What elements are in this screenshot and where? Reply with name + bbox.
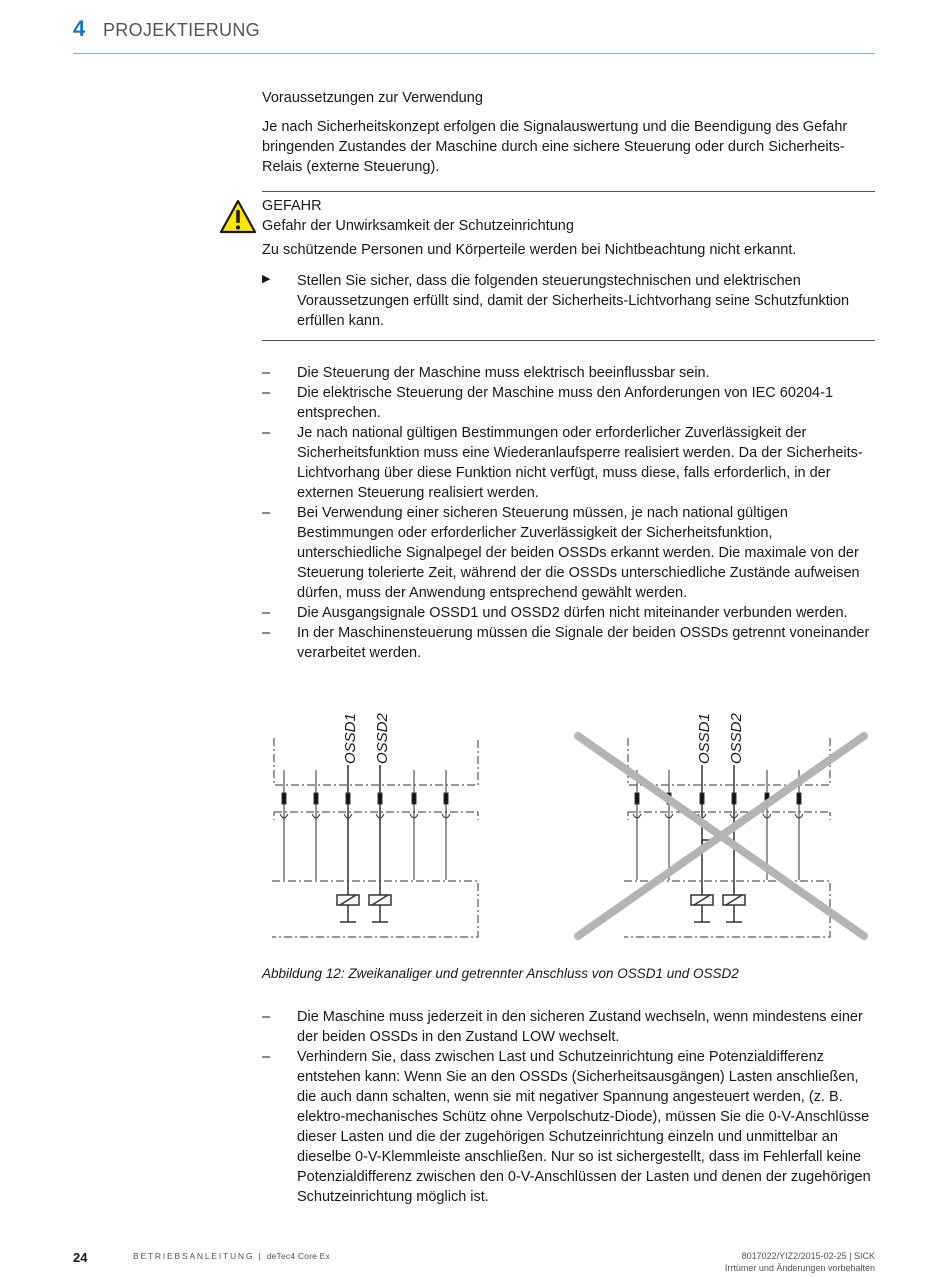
- chapter-number: 4: [73, 16, 86, 41]
- list-item-text: Die elektrische Steuerung der Maschine muss den Anforderungen von IEC 60204-1 entsprechen.: [297, 385, 834, 421]
- footer-separator: |: [258, 1251, 263, 1261]
- ossd-wiring-figure: [262, 700, 882, 950]
- dash-marker: –: [262, 385, 271, 401]
- warning-subtitle: Gefahr der Unwirksamkeit der Schutzeinrichtung: [262, 218, 574, 234]
- section-intro: Je nach Sicherheitskonzept erfolgen die Signalauswertung und die Beendigung des Gefahr bringenden Zustandes der Maschine durch eine sichere Steuerung oder durch Sicherheits-Relais (externe Steuerung).: [262, 119, 848, 175]
- safety-list: [262, 1007, 877, 1207]
- action-arrow-icon: ▶: [262, 273, 271, 285]
- list-item-text: Verhindern Sie, dass zwischen Last und Schutzeinrichtung eine Potenzialdifferenz entstehen kann: Wenn Sie an den OSSDs (Sicherheitsausgängen) Lasten anschließen, die auch dann schalten, wenn sie mit negativer Spannung angesteuert werden, (z. B. elektro-mechanisches Schütz ohne Verpolschutz-Diode), müssen Sie die 0-V-Anschlüsse dieser Lasten und die der zugehörigen Schutzeinrichtung einzeln und unmittelbar an dieselbe 0-V-Klemmleiste anschließen. Nur so ist sichergestellt, dass im Fehlerfall keine Potenzialdifferenz zwischen den 0-V-Anschlüssen der Lasten und denen der zugehörigen Schutzeinrichtung möglich ist.: [297, 1049, 871, 1205]
- footer-product: deTec4 Core Ex: [266, 1251, 330, 1261]
- figure-caption: Abbildung 12: Zweikanaliger und getrennter Anschluss von OSSD1 und OSSD2: [262, 966, 739, 981]
- dash-marker: –: [262, 505, 271, 521]
- footer-right: [725, 1250, 875, 1274]
- header-divider: [73, 53, 875, 54]
- list-item: [262, 423, 877, 503]
- list-item-text: In der Maschinensteuerung müssen die Signale der beiden OSSDs getrennt voneinander verarbeitet werden.: [297, 625, 870, 661]
- list-item: [262, 603, 877, 623]
- section-subheading: Voraussetzungen zur Verwendung: [262, 90, 483, 106]
- left-relays: [337, 820, 391, 922]
- left-ossd1-label: OSSD1: [342, 713, 359, 764]
- list-item: [262, 623, 877, 663]
- warning-title: GEFAHR: [262, 198, 322, 214]
- list-item: [262, 503, 877, 603]
- dash-marker: –: [262, 1009, 271, 1025]
- prohibited-cross-icon: [578, 736, 864, 936]
- left-ossd2-label: OSSD2: [374, 713, 391, 764]
- list-item-text: Die Steuerung der Maschine muss elektrisch beeinflussbar sein.: [297, 365, 710, 381]
- dash-marker: –: [262, 625, 271, 641]
- list-item-text: Je nach national gültigen Bestimmungen oder erforderlicher Zuverlässigkeit der Sicherheitsfunktion muss eine Wiederanlaufsperre realisiert werden. Da der Sicherheits-Lichtvorhang über diese Funktion nicht verfügt, muss diese, falls erforderlich, in der externen Steuerung realisiert werden.: [297, 425, 863, 501]
- warning-bottom-rule: [262, 340, 875, 341]
- list-item: [262, 1047, 877, 1207]
- warning-top-rule: [262, 191, 875, 192]
- list-item-text: Bei Verwendung einer sicheren Steuerung müssen, je nach national gültigen Bestimmungen oder erforderlicher Zuverlässigkeit der Sicherheitsfunktion, unterschiedliche Signalpegel der beiden OSSDs erkannt werden. Die maximale von der Steuerung tolerierte Zeit, während der die OSSDs unterschiedliche Zustände aufweisen dürfen, muss der Anwendung entsprechend gewählt werden.: [297, 505, 860, 601]
- right-ossd2-label: OSSD2: [728, 713, 745, 764]
- warning-action: Stellen Sie sicher, dass die folgenden steuerungstechnischen und elektrischen Voraussetzungen erfüllt sind, damit der Sicherheits-Lichtvorhang seine Schutzfunktion erfüllen kann.: [297, 273, 850, 329]
- footer-disclaimer: Irrtümer und Änderungen vorbehalten: [724, 1263, 875, 1273]
- list-item: [262, 363, 877, 383]
- list-item: [262, 1007, 877, 1047]
- requirements-list: [262, 363, 877, 663]
- dash-marker: –: [262, 605, 271, 621]
- chapter-title: PROJEKTIERUNG: [103, 20, 260, 40]
- dash-marker: –: [262, 425, 271, 441]
- list-item-text: Die Maschine muss jederzeit in den sicheren Zustand wechseln, wenn mindestens einer der beiden OSSDs in den Zustand LOW wechselt.: [297, 1009, 863, 1045]
- warning-triangle-icon: [219, 199, 257, 235]
- footer-doc-type: BETRIEBSANLEITUNG: [133, 1251, 255, 1261]
- warning-text: Zu schützende Personen und Körperteile werden bei Nichtbeachtung nicht erkannt.: [262, 242, 797, 258]
- correct-wiring-diagram: [272, 738, 478, 937]
- dash-marker: –: [262, 365, 271, 381]
- footer-doc-id: 8017022/YIZ2/2015-02-25 | SICK: [741, 1251, 875, 1261]
- page-number: 24: [73, 1250, 88, 1265]
- dash-marker: –: [262, 1049, 271, 1065]
- list-item: [262, 383, 877, 423]
- right-ossd1-label: OSSD1: [696, 713, 713, 764]
- footer-doc-info: [133, 1251, 330, 1261]
- left-pins: [280, 765, 450, 880]
- list-item-text: Die Ausgangsignale OSSD1 und OSSD2 dürfen nicht miteinander verbunden werden.: [297, 605, 848, 621]
